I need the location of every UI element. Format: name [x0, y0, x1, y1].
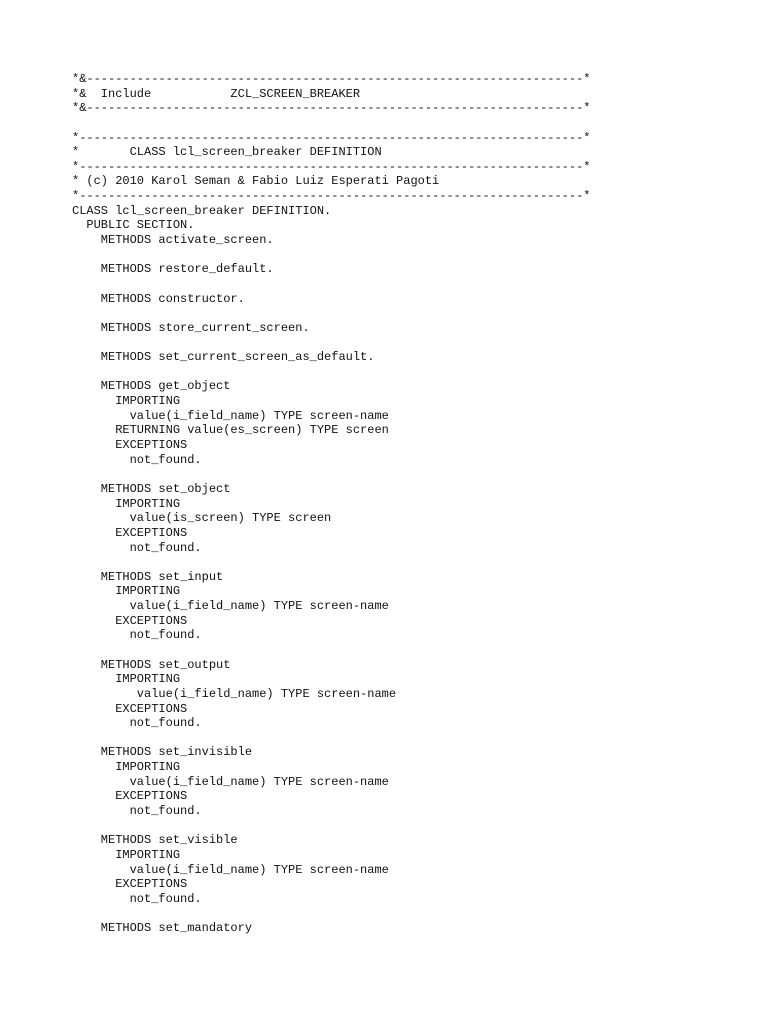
code-line: METHODS set_invisible: [72, 745, 253, 760]
code-line: [72, 116, 632, 131]
code-line: not_found.: [72, 452, 202, 467]
code-line: EXCEPTIONS: [72, 525, 188, 540]
code-line: METHODS set_mandatory: [72, 921, 253, 936]
code-line: METHODS set_visible: [72, 833, 238, 848]
code-line: [72, 819, 632, 834]
code-line: PUBLIC SECTION.: [72, 218, 195, 233]
code-line: METHODS activate_screen.: [72, 233, 274, 248]
code-line: METHODS get_object: [72, 379, 231, 394]
code-line: [72, 731, 632, 746]
code-line: [72, 248, 632, 263]
code-line: not_found.: [72, 716, 202, 731]
code-line: IMPORTING: [72, 847, 181, 862]
code-line: not_found.: [72, 891, 202, 906]
code-line: EXCEPTIONS: [72, 613, 188, 628]
code-line: * CLASS lcl_screen_breaker DEFINITION: [72, 145, 382, 160]
code-line: [72, 555, 632, 570]
code-line: EXCEPTIONS: [72, 701, 188, 716]
code-line: not_found.: [72, 804, 202, 819]
code-line: CLASS lcl_screen_breaker DEFINITION.: [72, 203, 332, 218]
code-line: IMPORTING: [72, 584, 181, 599]
code-line: METHODS restore_default.: [72, 262, 274, 277]
code-line: *----------------------------------------------------------------------*: [72, 159, 591, 174]
code-line: IMPORTING: [72, 496, 181, 511]
code-line: *&---------------------------------------------------------------------*: [72, 101, 591, 116]
code-line: EXCEPTIONS: [72, 789, 188, 804]
code-line: value(i_field_name) TYPE screen-name: [72, 774, 389, 789]
code-listing: [72, 72, 632, 936]
code-line: [72, 467, 632, 482]
code-line: [72, 277, 632, 292]
code-line: value(i_field_name) TYPE screen-name: [72, 862, 389, 877]
code-line: [72, 306, 632, 321]
code-line: EXCEPTIONS: [72, 438, 188, 453]
code-line: IMPORTING: [72, 760, 181, 775]
code-line: METHODS constructor.: [72, 291, 245, 306]
code-line: value(is_screen) TYPE screen: [72, 511, 332, 526]
code-line: METHODS store_current_screen.: [72, 320, 310, 335]
code-line: value(i_field_name) TYPE screen-name: [72, 599, 389, 614]
code-line: *& Include ZCL_SCREEN_BREAKER: [72, 86, 361, 101]
code-line: *----------------------------------------------------------------------*: [72, 189, 591, 204]
code-line: RETURNING value(es_screen) TYPE screen: [72, 423, 389, 438]
code-line: * (c) 2010 Karol Seman & Fabio Luiz Esperati Pagoti: [72, 174, 440, 189]
code-line: EXCEPTIONS: [72, 877, 188, 892]
code-line: METHODS set_current_screen_as_default.: [72, 350, 375, 365]
code-line: value(i_field_name) TYPE screen-name: [72, 686, 397, 701]
code-line: METHODS set_object: [72, 481, 231, 496]
code-line: [72, 336, 632, 351]
code-line: [72, 907, 632, 922]
code-line: *----------------------------------------------------------------------*: [72, 130, 591, 145]
code-line: METHODS set_input: [72, 569, 224, 584]
code-line: IMPORTING: [72, 394, 181, 409]
code-line: [72, 365, 632, 380]
code-line: *&---------------------------------------------------------------------*: [72, 72, 591, 86]
code-line: not_found.: [72, 540, 202, 555]
code-line: IMPORTING: [72, 672, 181, 687]
code-line: value(i_field_name) TYPE screen-name: [72, 408, 389, 423]
code-line: METHODS set_output: [72, 657, 231, 672]
code-line: not_found.: [72, 628, 202, 643]
code-line: [72, 643, 632, 658]
